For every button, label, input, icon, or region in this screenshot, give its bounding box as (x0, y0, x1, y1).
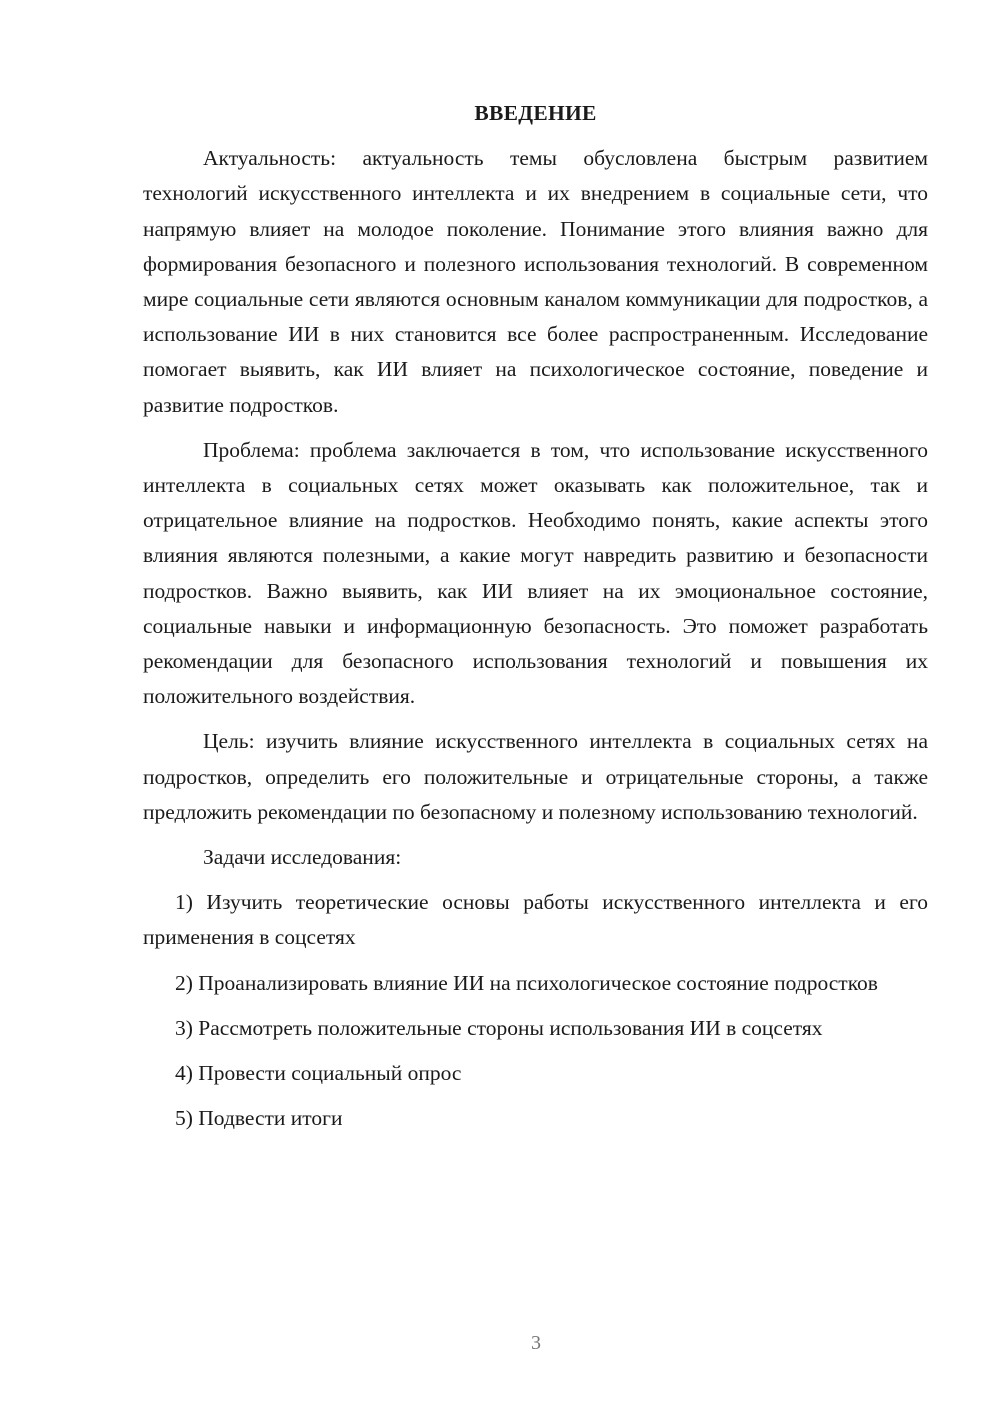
task-item: 3) Рассмотреть положительные стороны использования ИИ в соцсетях (175, 1015, 823, 1040)
task-item: 1) Изучить теоретические основы работы искусственного интеллекта и его применения в соцсетях (143, 890, 928, 950)
paragraph-goal: Цель: изучить влияние искусственного интеллекта в социальных сетях на подростков, определить его положительные и отрицательные стороны, а также предложить рекомендации по безопасному и полезному использованию технологий. (143, 729, 928, 824)
task-item: 4) Провести социальный опрос (175, 1061, 462, 1086)
task-item: 5) Подвести итоги (175, 1106, 343, 1131)
tasks-heading: Задачи исследования: (203, 845, 402, 870)
page-number: 3 (531, 1332, 541, 1354)
paragraph-problem: Проблема: проблема заключается в том, что использование искусственного интеллекта в социальных сетях может оказывать как положительное, так и отрицательное влияние на подростков. Необходимо понять, какие аспекты этого влияния являются полезными, а какие могут навредить развитию и безопасности подростков. Важно выявить, как ИИ влияет на их эмоциональное состояние, социальные навыки и информационную безопасность. Это поможет разработать рекомендации для безопасного использования технологий и повышения их положительного воздействия. (143, 437, 928, 709)
task-item: 2) Проанализировать влияние ИИ на психологическое состояние подростков (175, 970, 878, 995)
document-title: ВВЕДЕНИЕ (474, 101, 597, 125)
tasks-list (143, 885, 928, 1136)
document-page (143, 96, 928, 1146)
paragraph-relevance: Актуальность: актуальность темы обусловлена быстрым развитием технологий искусственного интеллекта и их внедрением в социальные сети, что напрямую влияет на молодое поколение. Понимание этого влияния важно для формирования безопасного и полезного использования технологий. В современном мире социальные сети являются основным каналом коммуникации для подростков, а использование ИИ в них становится все более распространенным. Исследование помогает выявить, как ИИ влияет на психологическое состояние, поведение и развитие подростков. (143, 146, 928, 417)
